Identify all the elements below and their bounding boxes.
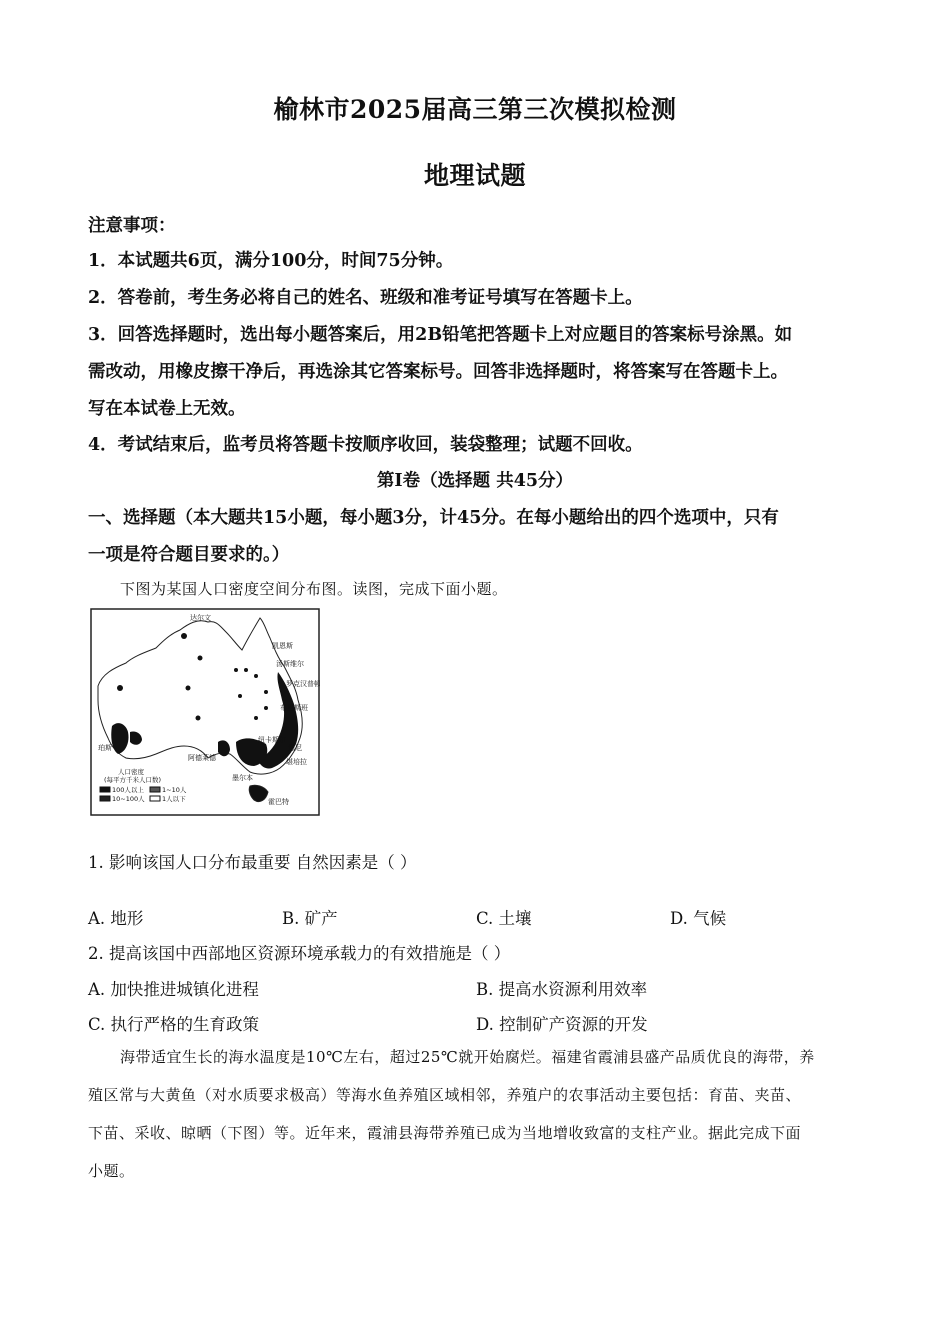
notice-heading: 注意事项： [88,216,176,236]
density-dot [198,656,203,661]
label-hobart: 霍巴特 [268,798,289,806]
label-newcastle: 纽卡斯尔 [258,736,286,744]
q1-option-b: B. 矿产 [282,909,338,928]
label-perth: 珀斯 [98,744,112,752]
question-stem-map: 下图为某国人口密度空间分布图。读图，完成下面小题。 [120,580,508,598]
q1-option-c: C. 土壤 [476,909,532,928]
notice-item-3-line-1: 3．回答选择题时，选出每小题答案后，用2B铅笔把答题卡上对应题目的答案标号涂黑。如 [88,325,793,345]
q2-stem: 2. 提高该国中西部地区资源环境承载力的有效措施是（ ） [88,944,511,963]
legend-unit: (每平方千米人口数) [104,776,162,784]
exam-title: 榆林市2025届高三第三次模拟检测 [273,95,677,124]
q2-option-b: B. 提高水资源利用效率 [476,980,648,999]
density-dot [196,716,201,721]
density-dot [117,685,123,691]
density-dot [238,694,242,698]
label-cairns: 凯恩斯 [272,642,293,650]
label-canberra: 堪培拉 [286,758,307,766]
density-dot [234,668,238,672]
legend-10-100: 10~100人 [112,795,145,803]
density-dot [254,674,258,678]
density-dot [254,716,258,720]
legend-swatch-10-100 [100,796,110,801]
label-brisbane: 布里斯班 [280,704,308,712]
legend-swatch-1-10 [150,787,160,792]
label-darwin: 达尔文 [190,614,211,622]
q2-option-d: D. 控制矿产资源的开发 [476,1015,648,1034]
notice-item-2: 2．答卷前，考生务必将自己的姓名、班级和准考证号填写在答题卡上。 [88,288,643,308]
density-dot [244,668,248,672]
legend-100-plus: 100人以上 [112,786,144,794]
q1-stem: 1. 影响该国人口分布最重要 自然因素是（ ） [88,853,417,872]
legend-swatch-below-1 [150,796,160,801]
section-intro-line-1: 一、选择题（本大题共15小题，每小题3分，计45分。在每小题给出的四个选项中，只有 [88,508,779,528]
legend-swatch-100-plus [100,787,110,792]
exam-subtitle: 地理试题 [423,161,526,190]
map-svg [90,608,320,818]
density-dot [186,686,191,691]
q2-option-a: A. 加快推进城镇化进程 [88,980,259,999]
notice-item-4: 4．考试结束后，监考员将答题卡按顺序收回，装袋整理；试题不回收。 [88,435,643,455]
notice-item-3-line-3: 写在本试卷上无效。 [88,399,246,419]
density-dot [264,690,268,694]
passage-line-3: 下苗、采收、晾晒（下图）等。近年来，霞浦县海带养殖已成为当地增收致富的支柱产业。据此完成下面 [88,1124,802,1142]
label-melbourne: 墨尔本 [232,774,253,782]
legend-1-10: 1~10人 [162,786,187,794]
notice-item-1: 1．本试题共6页，满分100分，时间75分钟。 [88,251,454,271]
label-rockhampton: 罗克汉普顿 [286,680,320,688]
label-sydney: 悉尼 [288,744,302,752]
section-title: 第Ⅰ卷（选择题 共45分） [376,471,574,491]
passage-line-2: 殖区常与大黄鱼（对水质要求极高）等海水鱼养殖区域相邻，养殖户的农事活动主要包括：育苗、夹苗、 [88,1086,802,1104]
legend-below-1: 1人以下 [162,795,186,803]
population-density-map [90,608,320,818]
section-intro-line-2: 一项是符合题目要求的。） [88,545,290,565]
label-adelaide: 阿德莱德 [188,754,216,762]
q1-option-a: A. 地形 [88,909,144,928]
density-dot [181,633,187,639]
label-townsville: 汤斯维尔 [276,660,304,668]
notice-item-3-line-2: 需改动，用橡皮擦干净后，再选涂其它答案标号。回答非选择题时，将答案写在答题卡上。 [88,362,788,382]
passage-line-1: 海带适宜生长的海水温度是10℃左右，超过25℃就开始腐烂。福建省霞浦县盛产品质优良的海带，养 [120,1048,815,1066]
passage-line-4: 小题。 [88,1162,135,1180]
q2-option-c: C. 执行严格的生育政策 [88,1015,260,1034]
q1-option-d: D. 气候 [670,909,727,928]
density-dot [264,706,268,710]
legend-title: 人口密度 [118,768,144,776]
